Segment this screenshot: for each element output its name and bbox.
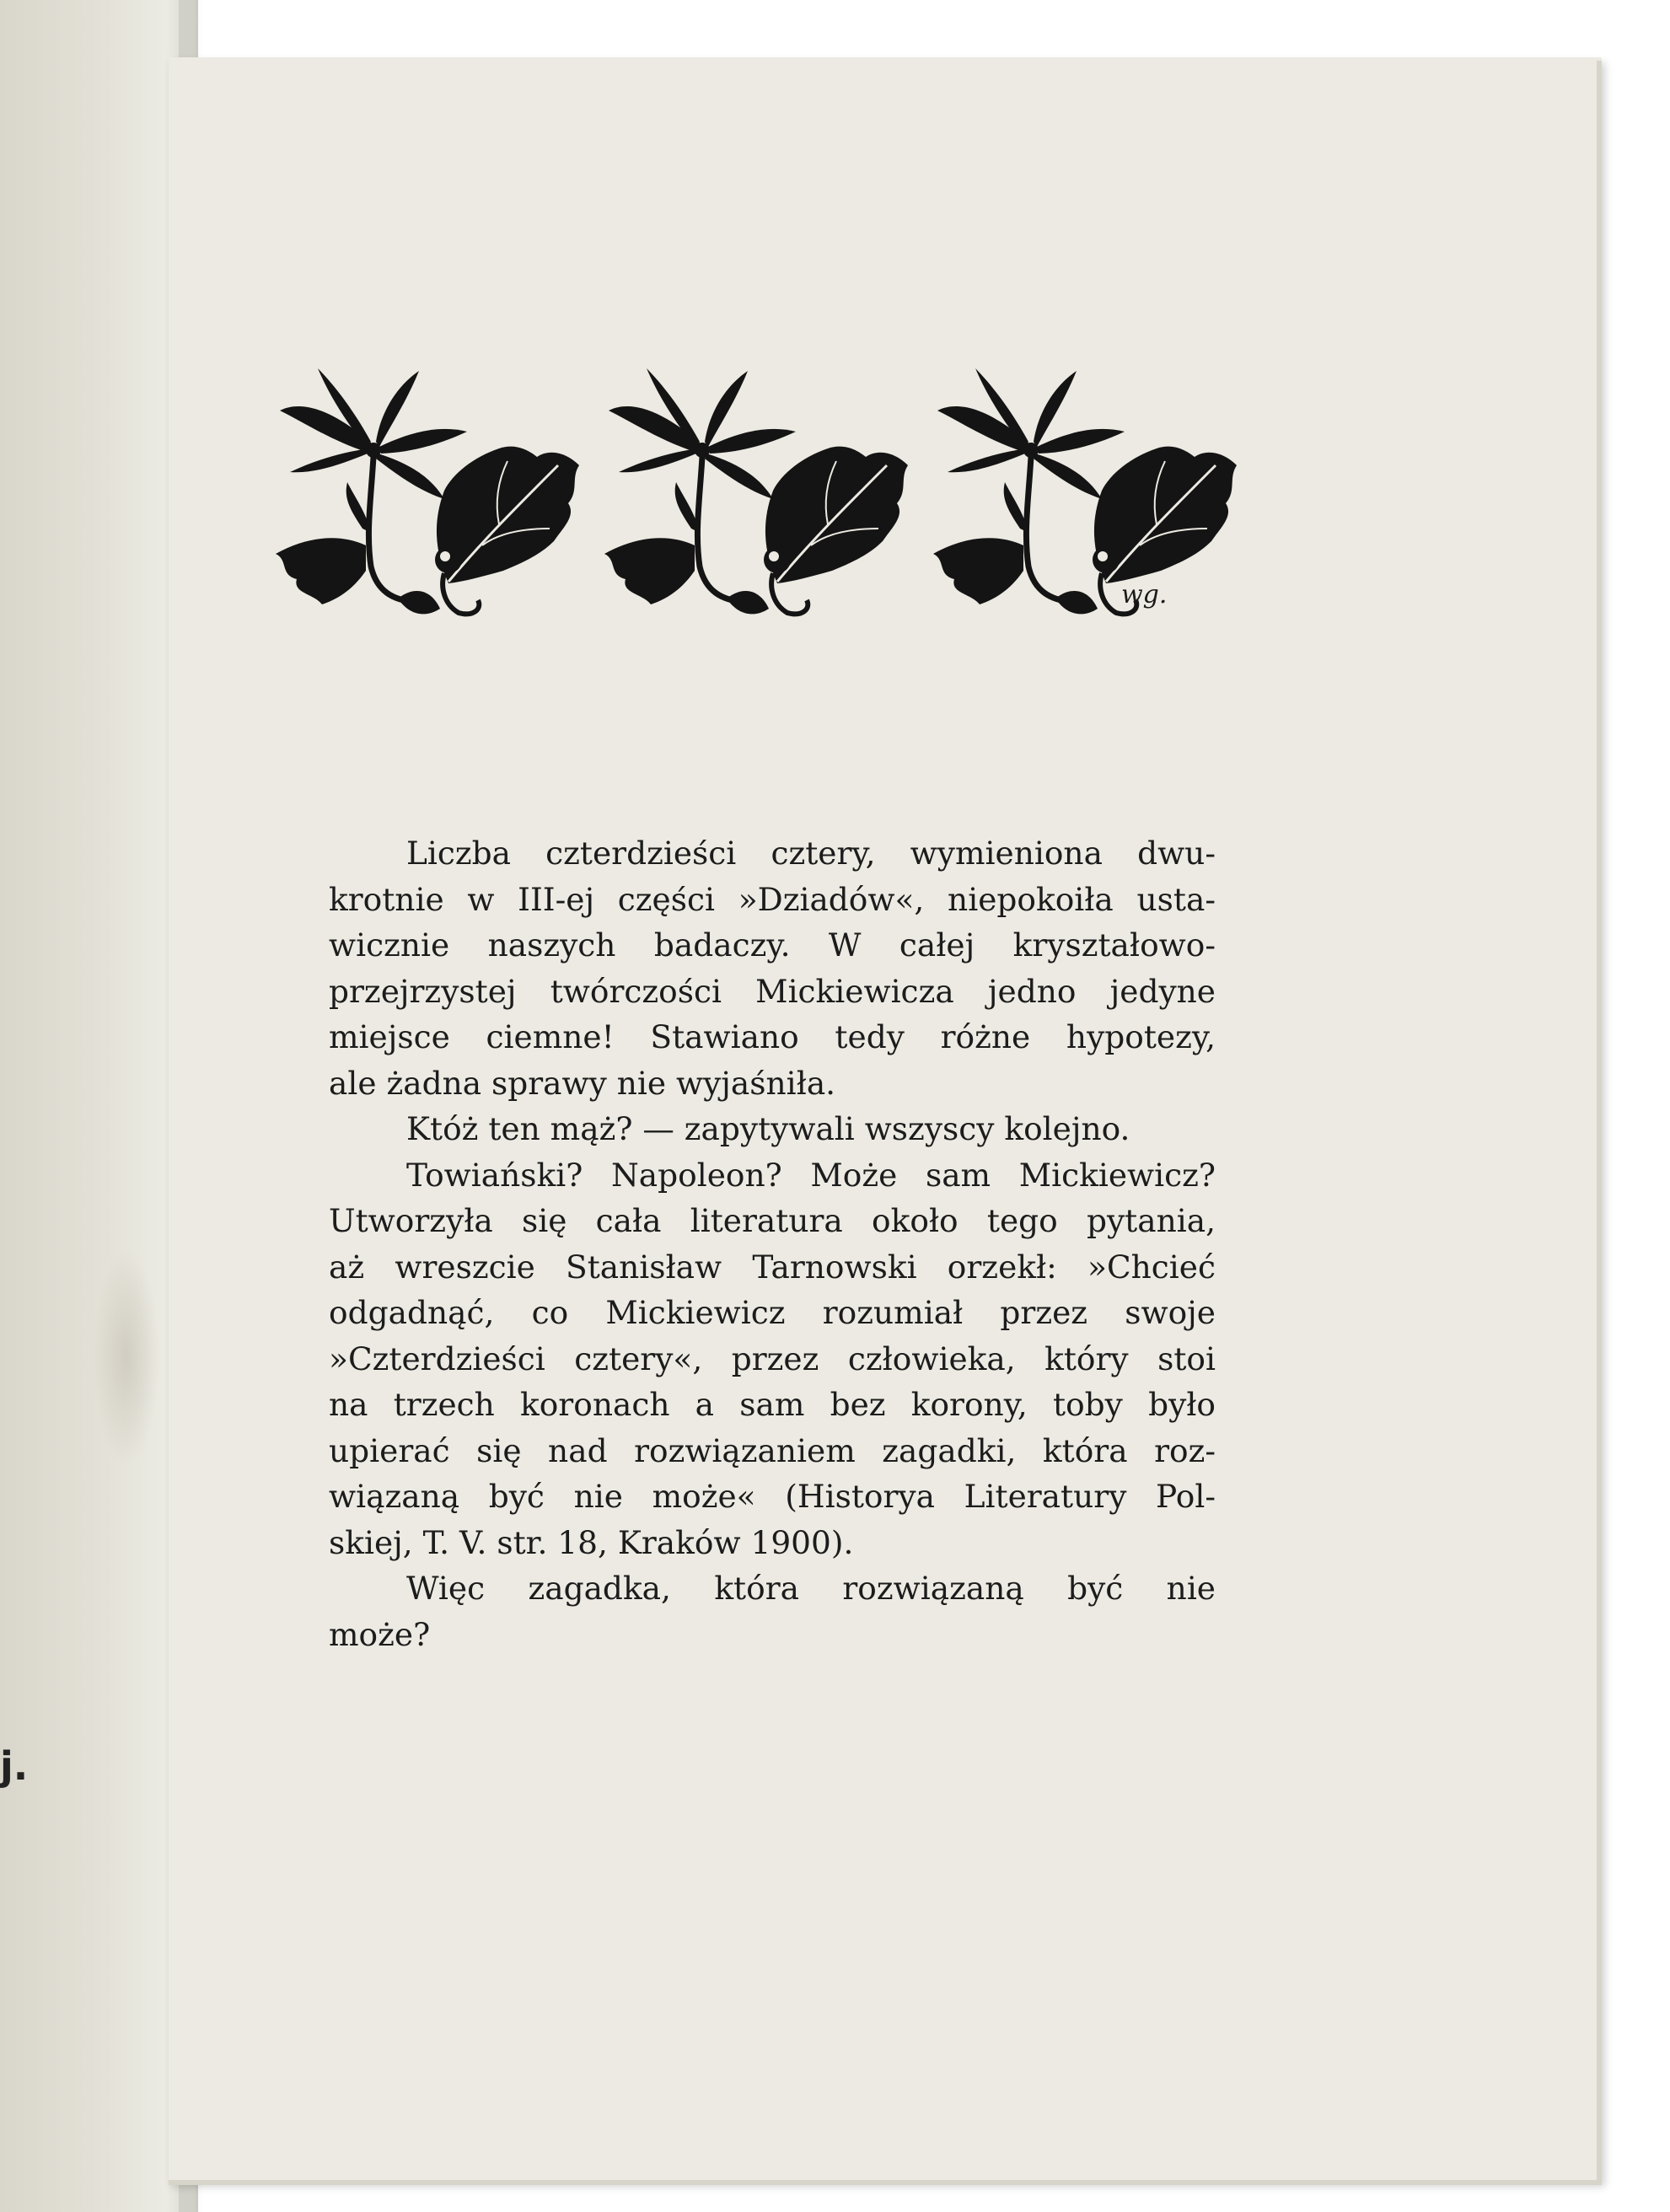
text-line: upierać się nad rozwiązaniem zagadki, która roz- — [329, 1431, 1216, 1469]
text-line: wicznie naszych badaczy. W całej kryształowo- — [329, 926, 1216, 964]
paragraph — [329, 1152, 1216, 1566]
text-line: Utworzyła się cała literatura około tego pytania, — [329, 1202, 1216, 1239]
left-page-text-fragment: j. — [0, 1743, 29, 1789]
body-text — [329, 830, 1216, 1657]
text-line: odgadnąć, co Mickiewicz rozumiał przez swoje — [329, 1294, 1216, 1331]
text-line: Towiański? Napoleon? Może sam Mickiewicz? — [406, 1156, 1216, 1194]
text-line: »Czterdzieści cztery«, przez człowieka, który stoi — [329, 1340, 1216, 1377]
text-line: ale żadna sprawy nie wyjaśniła. — [329, 1064, 836, 1102]
text-line: Któż ten mąż? — zapytywali wszyscy kolejno. — [406, 1110, 1130, 1147]
text-line: Liczba czterdzieści cztery, wymieniona dwu- — [406, 835, 1216, 872]
text-line: krotnie w III-ej części »Dziadów«, niepokoiła usta- — [329, 880, 1216, 918]
artist-monogram: wg. — [1121, 580, 1168, 609]
floral-ornament — [271, 364, 1241, 625]
paragraph — [329, 1565, 1216, 1657]
text-line: na trzech koronach a sam bez korony, toby było — [329, 1386, 1216, 1423]
text-line: miejsce ciemne! Stawiano tedy różne hypotezy, — [329, 1018, 1216, 1055]
text-line: Więc zagadka, która rozwiązaną być nie — [406, 1570, 1216, 1607]
text-line: skiej, T. V. str. 18, Kraków 1900). — [329, 1523, 854, 1561]
page-stain — [93, 1248, 160, 1467]
text-line: wiązaną być nie może« (Historya Literatury Pol- — [329, 1478, 1216, 1515]
paragraph — [329, 830, 1216, 1106]
text-line: może? — [329, 1615, 431, 1653]
paragraph — [329, 1106, 1216, 1152]
text-line: aż wreszcie Stanisław Tarnowski orzekł: »Chcieć — [329, 1248, 1216, 1286]
text-line: przejrzystej twórczości Mickiewicza jedno jedyne — [329, 972, 1216, 1010]
